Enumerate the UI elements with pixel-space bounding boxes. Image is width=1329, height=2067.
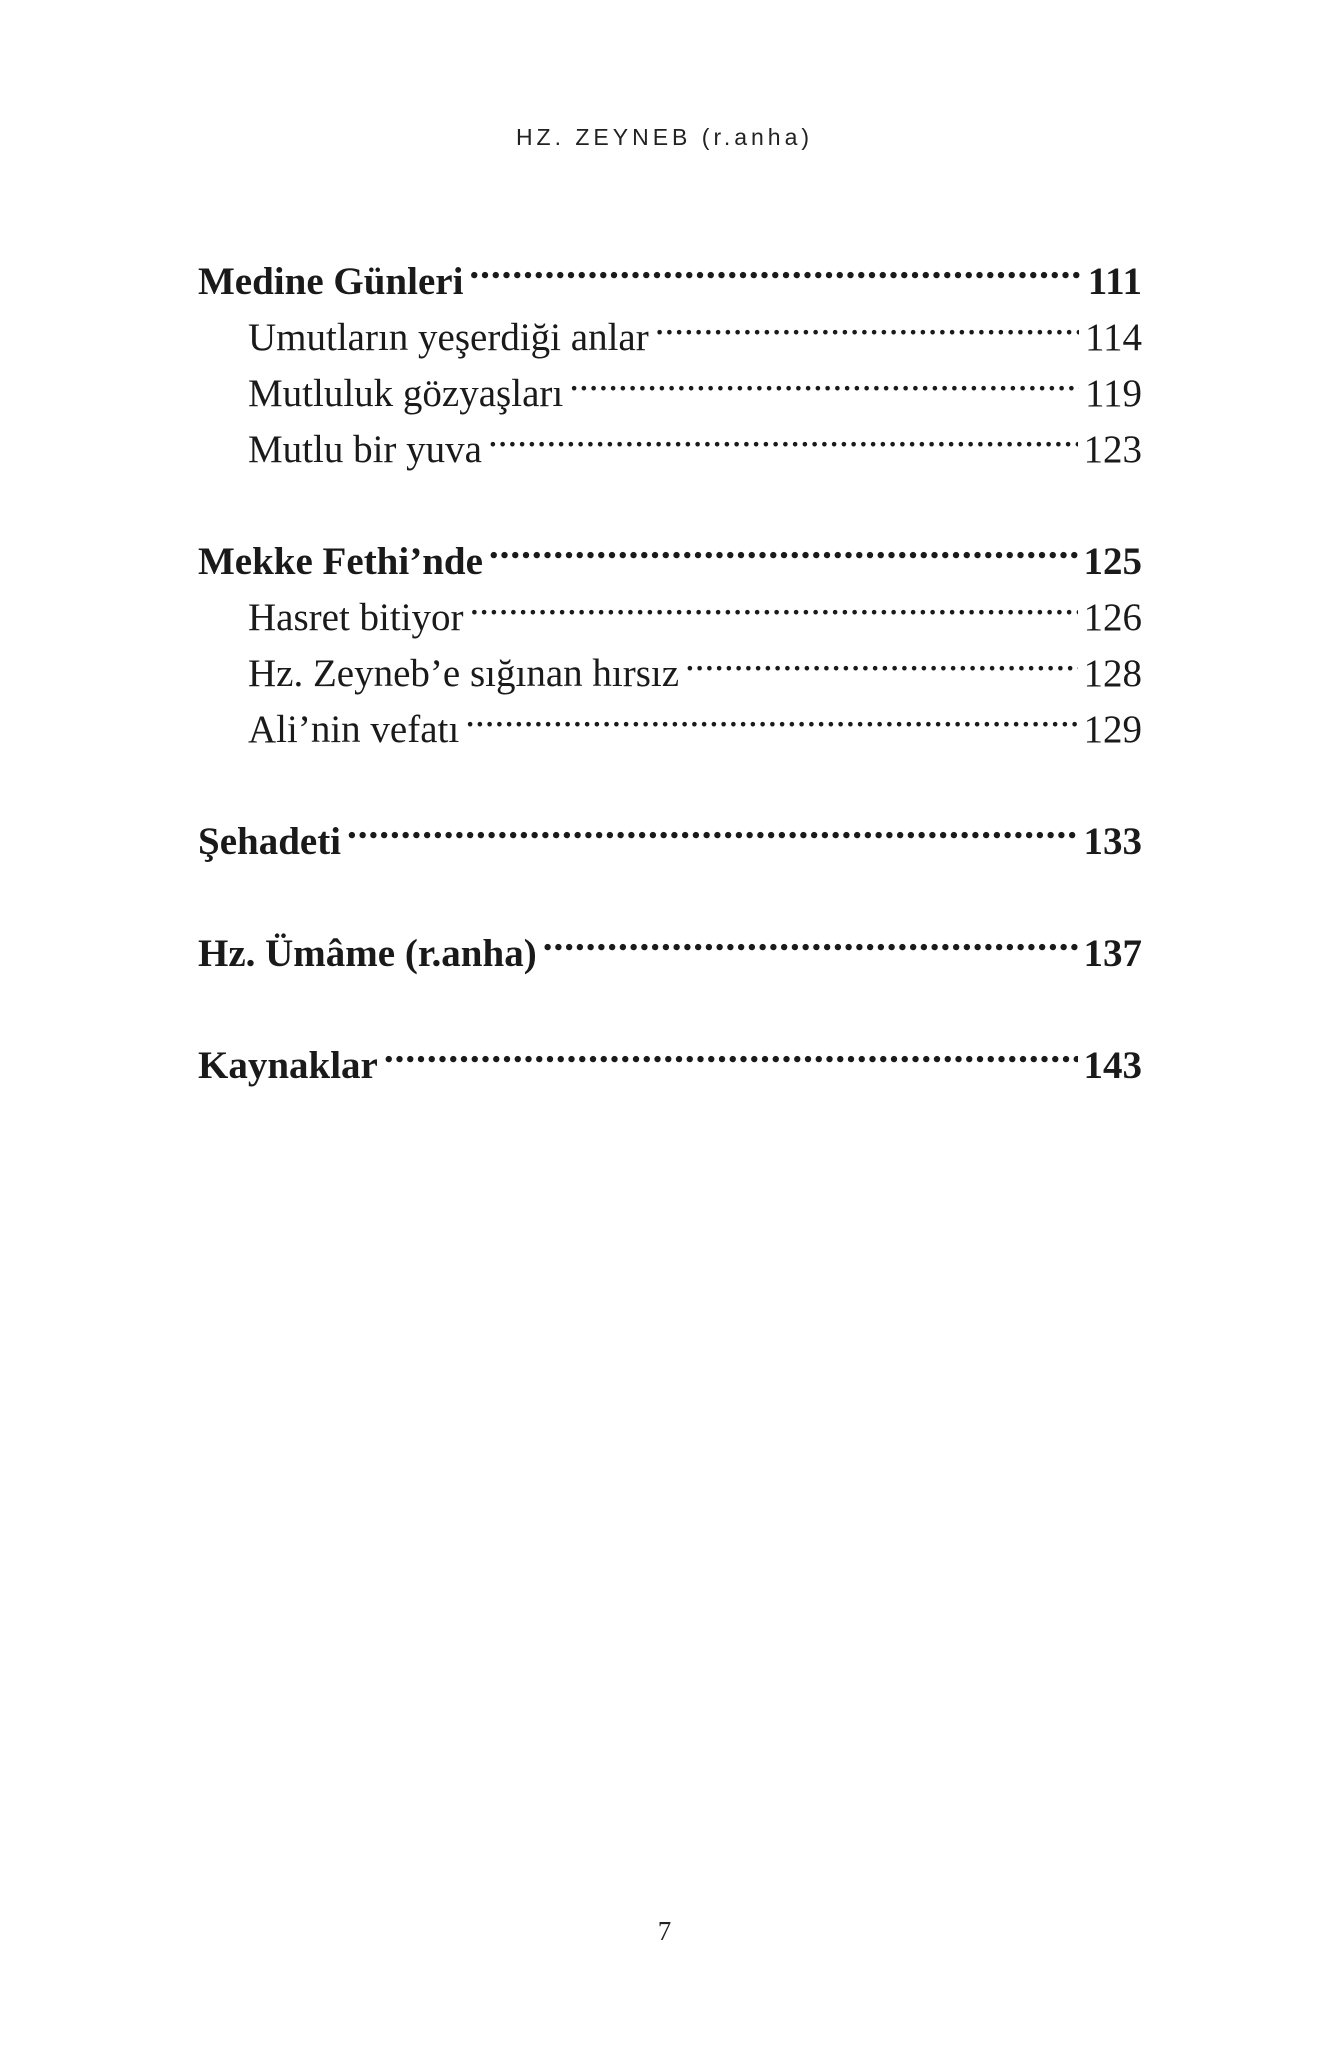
- toc-entry-title: Mekke Fethi’nde: [198, 540, 483, 583]
- toc-subentry-page: 128: [1083, 652, 1142, 695]
- toc-subentry-page: 126: [1083, 596, 1142, 639]
- dot-leader: [469, 238, 1081, 294]
- toc-subentry-title: Hasret bitiyor: [248, 596, 464, 639]
- dot-leader: [384, 1022, 1078, 1078]
- toc-entry[interactable]: [198, 518, 1142, 583]
- toc-section: [198, 798, 1142, 863]
- toc-entry-title: Hz. Ümâme (r.anha): [198, 932, 537, 975]
- page-number: 7: [657, 1916, 672, 1946]
- toc-section: [198, 238, 1142, 471]
- running-head: HZ. ZEYNEB (r.anha): [515, 124, 814, 150]
- toc-subentry-title: Ali’nin vefatı: [248, 708, 460, 751]
- toc-entry[interactable]: [198, 798, 1142, 863]
- toc-entry-page: 143: [1083, 1044, 1142, 1087]
- toc-subentry-title: Hz. Zeyneb’e sığınan hırsız: [248, 652, 680, 695]
- dot-leader: [569, 350, 1079, 406]
- dot-leader: [465, 686, 1077, 742]
- dot-leader: [685, 630, 1077, 686]
- toc-subentry-title: Umutların yeşerdiği anlar: [248, 316, 649, 359]
- dot-leader: [489, 518, 1078, 574]
- toc-entry[interactable]: [198, 238, 1142, 303]
- toc-section: [198, 1022, 1142, 1087]
- toc-entry-page: 125: [1083, 540, 1142, 583]
- toc-entry-page: 137: [1083, 932, 1142, 975]
- dot-leader: [347, 798, 1077, 854]
- dot-leader: [470, 574, 1078, 630]
- toc-entry-title: Kaynaklar: [198, 1044, 378, 1087]
- toc-subentry-title: Mutlu bir yuva: [248, 428, 482, 471]
- toc-entry-page: 133: [1083, 820, 1142, 863]
- toc-section: [198, 518, 1142, 751]
- toc-subentry-page: 114: [1084, 316, 1142, 359]
- toc-section: [198, 910, 1142, 975]
- toc-entry-title: Şehadeti: [198, 820, 342, 863]
- dot-leader: [543, 910, 1078, 966]
- dot-leader: [488, 406, 1078, 462]
- toc-entry-title: Medine Günleri: [198, 260, 464, 303]
- toc-entry[interactable]: [198, 910, 1142, 975]
- toc-entry[interactable]: [198, 1022, 1142, 1087]
- toc-subentry-title: Mutluluk gözyaşları: [248, 372, 564, 415]
- table-of-contents: [198, 238, 1142, 1134]
- dot-leader: [655, 294, 1079, 350]
- toc-subentry-page: 123: [1083, 428, 1142, 471]
- toc-entry-page: 111: [1087, 260, 1142, 303]
- toc-subentry-page: 119: [1084, 372, 1142, 415]
- toc-subentry-page: 129: [1083, 708, 1142, 751]
